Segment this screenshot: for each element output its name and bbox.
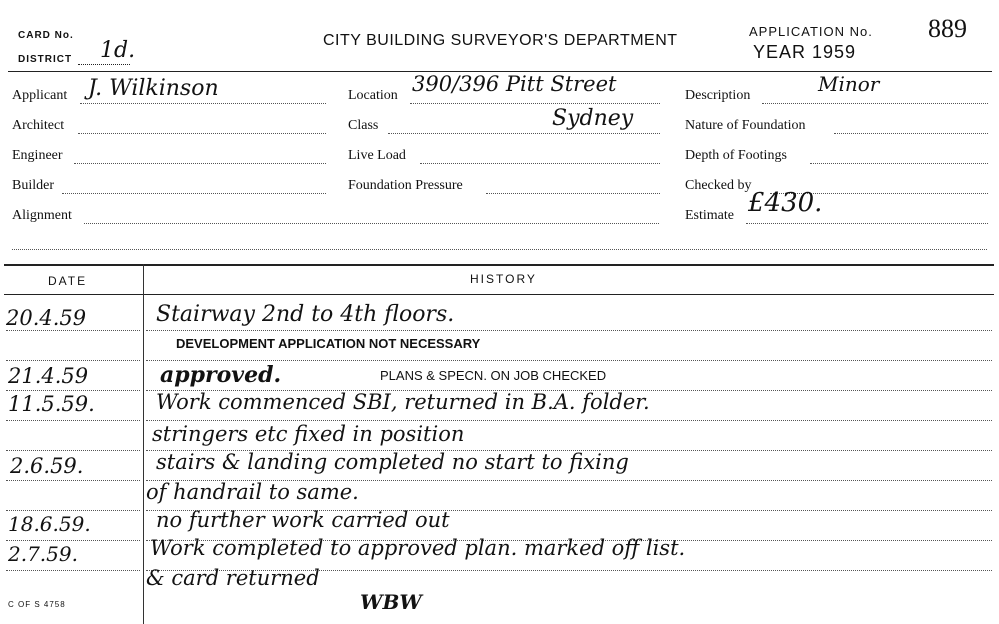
date-ruled-line [6,450,140,451]
description-value: Minor [818,72,880,96]
class-label: Class [348,118,379,133]
nature-of-foundation-label: Nature of Foundation [685,118,806,133]
description-line [762,103,988,104]
history-ruled-line [146,360,992,361]
form-code: C OF S 4758 [8,600,66,609]
date-ruled-line [6,540,140,541]
date-header: DATE [48,274,88,288]
applicant-line [80,103,326,104]
entry-text: stringers etc fixed in position [152,422,465,446]
live-load-label: Live Load [348,148,406,163]
engineer-label: Engineer [12,148,63,163]
entry-date: 2.7.59. [8,542,78,566]
entry-date: 20.4.59 [6,306,87,330]
estimate-value: £430. [748,188,823,218]
date-ruled-line [6,360,140,361]
district-value: 1d. [100,38,136,63]
location-value-1: 390/396 Pitt Street [412,72,617,96]
checked-by-label: Checked by [685,178,752,193]
entry-text: Work commenced SBI, returned in B.A. folder. [156,390,650,414]
alignment-line [84,223,659,224]
date-column-divider [143,264,144,624]
blank-line [12,249,987,250]
district-line [78,64,130,65]
entry-text: & card returned [146,566,320,590]
estimate-line [746,223,988,224]
initials-signature: WBW [360,590,422,614]
entry-date: 18.6.59. [8,512,91,536]
location-value-2: Sydney [552,106,634,131]
architect-line [78,133,326,134]
entry-date: 2.6.59. [10,454,84,478]
applicant-label: Applicant [12,88,68,103]
date-ruled-line [6,390,140,391]
architect-label: Architect [12,118,65,133]
date-ruled-line [6,480,140,481]
entry-text: approved. [160,362,282,388]
engineer-line [74,163,326,164]
history-header: HISTORY [470,272,537,286]
entry-date: 11.5.59. [8,392,95,416]
entry-stamp: PLANS & SPECN. ON JOB CHECKED [380,368,607,383]
applicant-value: J. Wilkinson [88,76,219,101]
alignment-label: Alignment [12,208,72,223]
date-ruled-line [6,570,140,571]
location-label: Location [348,88,398,103]
history-top-rule [4,264,994,266]
entry-date: 21.4.59 [8,364,89,388]
foundation-pressure-line [486,193,660,194]
entry-text: stairs & landing completed no start to fixing [156,450,629,474]
entry-stamp: DEVELOPMENT APPLICATION NOT NECESSARY [176,336,481,351]
application-label: APPLICATION No. [749,24,873,39]
nature-of-foundation-line [834,133,988,134]
date-ruled-line [6,330,140,331]
history-ruled-line [146,330,992,331]
entry-text: Work completed to approved plan. marked off list. [150,536,686,560]
history-header-rule [4,294,994,295]
date-ruled-line [6,510,140,511]
application-number: 889 [928,14,967,43]
depth-of-footings-label: Depth of Footings [685,148,787,163]
card-no-label: CARD No. [18,30,74,41]
district-label: DISTRICT [18,54,73,65]
class-line [388,133,660,134]
entry-text: of handrail to same. [146,480,359,504]
builder-line [62,193,326,194]
description-label: Description [685,88,751,103]
department-title: CITY BUILDING SURVEYOR'S DEPARTMENT [323,32,678,49]
history-ruled-line [146,420,992,421]
entry-text: Stairway 2nd to 4th floors. [156,302,455,327]
builder-label: Builder [12,178,54,193]
live-load-line [420,163,660,164]
depth-of-footings-line [810,163,988,164]
year-label: YEAR 1959 [753,42,857,62]
estimate-label: Estimate [685,208,734,223]
date-ruled-line [6,420,140,421]
foundation-pressure-label: Foundation Pressure [348,178,463,193]
entry-text: no further work carried out [156,508,450,532]
location-line [410,103,660,104]
